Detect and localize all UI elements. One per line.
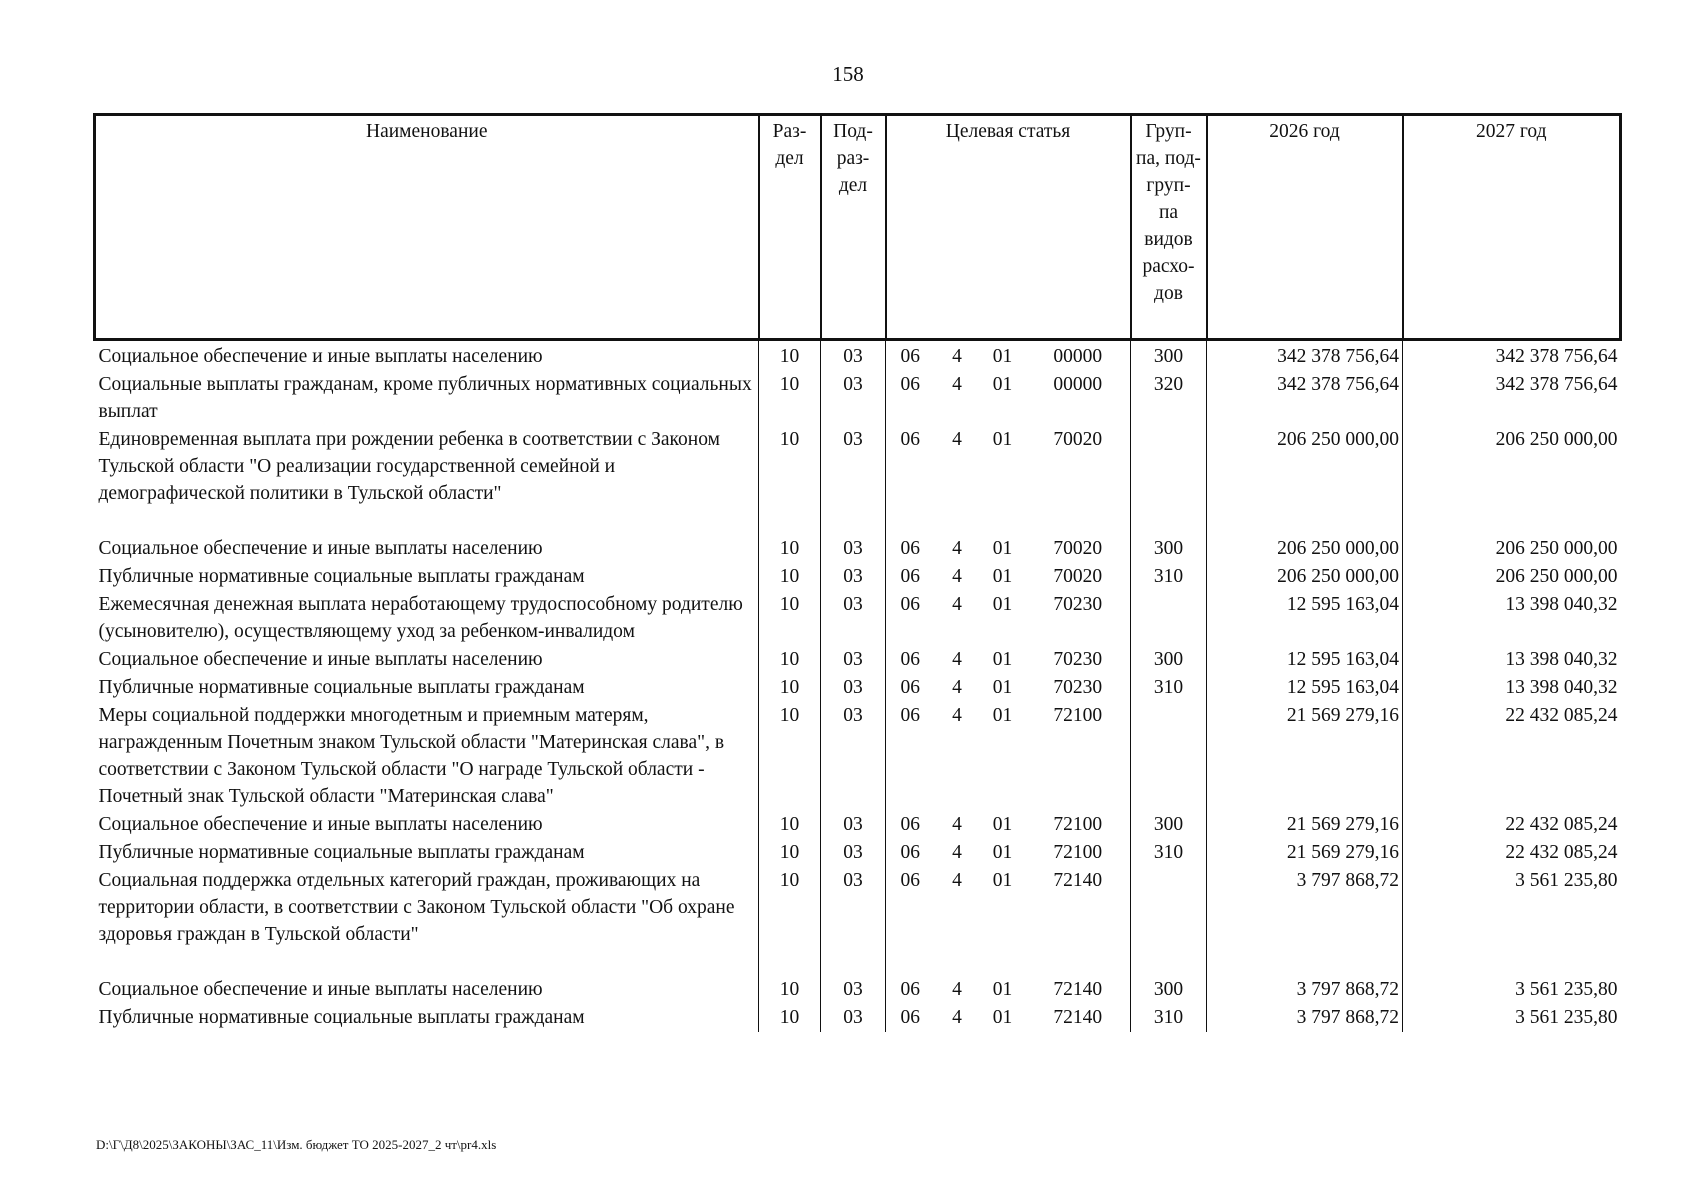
- table-row: [95, 976, 1621, 1004]
- cell-expense-group: [1131, 591, 1207, 646]
- cell-name: Социальное обеспечение и иные выплаты населению: [98, 649, 543, 670]
- cell-target-subprogram: 01: [992, 842, 1013, 863]
- cell-razdel: 10: [759, 811, 821, 839]
- cell-razdel: 10: [759, 591, 821, 646]
- header-group-line: дов: [1154, 283, 1183, 304]
- cell-amount-2026: 206 250 000,00: [1207, 426, 1403, 535]
- cell-amount-2027: 206 250 000,00: [1403, 426, 1621, 535]
- cell-amount-2027: 13 398 040,32: [1403, 646, 1621, 674]
- header-name: Наименование: [95, 115, 759, 340]
- cell-razdel: 10: [759, 646, 821, 674]
- cell-target-direction: 72100: [1053, 814, 1103, 835]
- cell-amount-2026: 21 569 279,16: [1207, 839, 1403, 867]
- cell-target-program: 06: [886, 702, 935, 811]
- cell-podrazdel: 03: [821, 867, 886, 976]
- cell-expense-group: 300: [1131, 811, 1207, 839]
- budget-table: [93, 113, 1622, 1032]
- cell-target-program: 06: [886, 811, 935, 839]
- cell-razdel: 10: [759, 674, 821, 702]
- table-row: [95, 426, 1621, 535]
- cell-razdel: 10: [759, 426, 821, 535]
- table-row: [95, 340, 1621, 372]
- header-group-line: па, под-: [1136, 148, 1201, 169]
- cell-expense-group: 320: [1131, 371, 1207, 426]
- cell-target-direction: 72140: [1053, 979, 1103, 1000]
- cell-target-type: 4: [952, 374, 962, 395]
- cell-expense-group: 300: [1131, 535, 1207, 563]
- cell-podrazdel: 03: [821, 674, 886, 702]
- table-row: [95, 674, 1621, 702]
- cell-amount-2027: 13 398 040,32: [1403, 674, 1621, 702]
- cell-expense-group: [1131, 867, 1207, 976]
- cell-podrazdel: 03: [821, 811, 886, 839]
- cell-target-subprogram: 01: [992, 705, 1013, 726]
- header-group-line: груп-: [1146, 175, 1191, 196]
- page-number: 158: [832, 62, 864, 86]
- cell-razdel: 10: [759, 1004, 821, 1032]
- header-year-2027: 2027 год: [1403, 115, 1621, 340]
- cell-target-program: 06: [886, 867, 935, 976]
- cell-amount-2026: 342 378 756,64: [1207, 340, 1403, 372]
- table-row: [95, 1004, 1621, 1032]
- table-row: [95, 867, 1621, 976]
- cell-target-type: 4: [952, 870, 962, 891]
- header-group: [1131, 115, 1207, 340]
- header-podrazdel-line: Под-: [833, 121, 873, 142]
- cell-amount-2026: 206 250 000,00: [1207, 563, 1403, 591]
- cell-target-type: 4: [952, 677, 962, 698]
- cell-amount-2026: 342 378 756,64: [1207, 371, 1403, 426]
- cell-amount-2027: 22 432 085,24: [1403, 702, 1621, 811]
- cell-amount-2026: 12 595 163,04: [1207, 591, 1403, 646]
- cell-name: Единовременная выплата при рождении ребенка в соответствии с Законом Тульской области "О реализации государственной семейной и демографической политики в Тульской области": [98, 429, 720, 504]
- cell-target-subprogram: 01: [992, 594, 1013, 615]
- header-razdel-line: Раз-: [772, 121, 807, 142]
- cell-name: Социальное обеспечение и иные выплаты населению: [98, 979, 543, 1000]
- table-body: [95, 340, 1621, 1033]
- cell-target-program: 06: [886, 535, 935, 563]
- header-razdel: [759, 115, 821, 340]
- cell-amount-2027: 3 561 235,80: [1403, 1004, 1621, 1032]
- cell-name: Ежемесячная денежная выплата неработающему трудоспособному родителю (усыновителю), осуществляющему уход за ребенком-инвалидом: [98, 594, 743, 642]
- cell-amount-2026: 21 569 279,16: [1207, 811, 1403, 839]
- cell-target-direction: 72140: [1053, 870, 1103, 891]
- cell-podrazdel: 03: [821, 340, 886, 372]
- cell-podrazdel: 03: [821, 591, 886, 646]
- cell-target-program: 06: [886, 976, 935, 1004]
- footer-file-path: D:\Г\Д8\2025\ЗАКОНЫ\ЗАС_11\Изм. бюджет ТО 2025-2027_2 чт\pr4.xls: [96, 1137, 497, 1152]
- cell-razdel: 10: [759, 839, 821, 867]
- table-row: [95, 702, 1621, 811]
- cell-target-subprogram: 01: [992, 538, 1013, 559]
- cell-target-type: 4: [952, 346, 962, 367]
- cell-name: Публичные нормативные социальные выплаты гражданам: [98, 677, 585, 698]
- cell-expense-group: [1131, 426, 1207, 535]
- cell-target-program: 06: [886, 340, 935, 372]
- cell-expense-group: 300: [1131, 340, 1207, 372]
- cell-target-subprogram: 01: [992, 649, 1013, 670]
- cell-amount-2027: 206 250 000,00: [1403, 563, 1621, 591]
- cell-amount-2026: 12 595 163,04: [1207, 674, 1403, 702]
- header-year-2026: 2026 год: [1207, 115, 1403, 340]
- header-group-line: па: [1158, 202, 1179, 223]
- cell-target-subprogram: 01: [992, 346, 1013, 367]
- cell-amount-2026: 3 797 868,72: [1207, 1004, 1403, 1032]
- table-row: [95, 563, 1621, 591]
- cell-target-type: 4: [952, 594, 962, 615]
- cell-target-program: 06: [886, 674, 935, 702]
- cell-name: Социальные выплаты гражданам, кроме публичных нормативных социальных выплат: [98, 374, 752, 422]
- cell-name: Меры социальной поддержки многодетным и приемным матерям, награжденным Почетным знаком Тульской области "Материнская слава", в соответствии с Законом Тульской области "О награде Тульской области - Почетный знак Тульской области "Материнская слава": [98, 705, 725, 807]
- cell-target-type: 4: [952, 649, 962, 670]
- cell-razdel: 10: [759, 340, 821, 372]
- cell-target-type: 4: [952, 814, 962, 835]
- header-target-article: Целевая статья: [886, 115, 1131, 340]
- cell-target-direction: 72140: [1053, 1007, 1103, 1028]
- cell-amount-2026: 206 250 000,00: [1207, 535, 1403, 563]
- header-group-line: видов: [1144, 229, 1193, 250]
- cell-podrazdel: 03: [821, 976, 886, 1004]
- cell-expense-group: 310: [1131, 674, 1207, 702]
- cell-expense-group: 310: [1131, 563, 1207, 591]
- cell-podrazdel: 03: [821, 839, 886, 867]
- table-row: [95, 646, 1621, 674]
- cell-amount-2027: 342 378 756,64: [1403, 371, 1621, 426]
- cell-target-subprogram: 01: [992, 870, 1013, 891]
- cell-razdel: 10: [759, 867, 821, 976]
- cell-target-type: 4: [952, 566, 962, 587]
- cell-target-direction: 70020: [1053, 566, 1103, 587]
- header-podrazdel: [821, 115, 886, 340]
- cell-podrazdel: 03: [821, 371, 886, 426]
- cell-amount-2027: 3 561 235,80: [1403, 976, 1621, 1004]
- cell-target-direction: 00000: [1053, 374, 1103, 395]
- cell-name: Публичные нормативные социальные выплаты гражданам: [98, 566, 585, 587]
- cell-name: Социальное обеспечение и иные выплаты населению: [98, 814, 543, 835]
- cell-target-direction: 70020: [1053, 538, 1103, 559]
- cell-target-direction: 72100: [1053, 842, 1103, 863]
- cell-target-program: 06: [886, 371, 935, 426]
- cell-razdel: 10: [759, 371, 821, 426]
- cell-expense-group: 300: [1131, 976, 1207, 1004]
- cell-amount-2026: 3 797 868,72: [1207, 867, 1403, 976]
- cell-target-type: 4: [952, 979, 962, 1000]
- cell-amount-2027: 22 432 085,24: [1403, 811, 1621, 839]
- table-row: [95, 839, 1621, 867]
- cell-podrazdel: 03: [821, 563, 886, 591]
- cell-target-subprogram: 01: [992, 979, 1013, 1000]
- table-header-row: [95, 115, 1621, 340]
- cell-amount-2027: 342 378 756,64: [1403, 340, 1621, 372]
- cell-target-direction: 72100: [1053, 705, 1103, 726]
- cell-target-program: 06: [886, 426, 935, 535]
- table-row: [95, 371, 1621, 426]
- cell-target-type: 4: [952, 842, 962, 863]
- header-group-line: расхо-: [1142, 256, 1195, 277]
- cell-target-type: 4: [952, 429, 962, 450]
- cell-target-program: 06: [886, 1004, 935, 1032]
- cell-amount-2027: 22 432 085,24: [1403, 839, 1621, 867]
- header-podrazdel-line: раз-: [836, 148, 870, 169]
- cell-target-program: 06: [886, 591, 935, 646]
- cell-target-type: 4: [952, 1007, 962, 1028]
- cell-target-direction: 70230: [1053, 677, 1103, 698]
- cell-razdel: 10: [759, 976, 821, 1004]
- cell-podrazdel: 03: [821, 426, 886, 535]
- cell-name: Социальное обеспечение и иные выплаты населению: [98, 346, 543, 367]
- cell-amount-2026: 21 569 279,16: [1207, 702, 1403, 811]
- cell-target-subprogram: 01: [992, 566, 1013, 587]
- cell-target-program: 06: [886, 563, 935, 591]
- cell-expense-group: 310: [1131, 839, 1207, 867]
- header-razdel-line: дел: [775, 148, 804, 169]
- table-row: [95, 811, 1621, 839]
- cell-target-subprogram: 01: [992, 814, 1013, 835]
- cell-name: Публичные нормативные социальные выплаты гражданам: [98, 842, 585, 863]
- cell-podrazdel: 03: [821, 646, 886, 674]
- cell-target-subprogram: 01: [992, 1007, 1013, 1028]
- cell-target-type: 4: [952, 538, 962, 559]
- cell-target-program: 06: [886, 646, 935, 674]
- cell-target-direction: 70230: [1053, 594, 1103, 615]
- cell-target-subprogram: 01: [992, 429, 1013, 450]
- cell-amount-2026: 12 595 163,04: [1207, 646, 1403, 674]
- cell-amount-2027: 3 561 235,80: [1403, 867, 1621, 976]
- cell-target-direction: 70020: [1053, 429, 1103, 450]
- cell-amount-2026: 3 797 868,72: [1207, 976, 1403, 1004]
- table-row: [95, 535, 1621, 563]
- cell-target-direction: 70230: [1053, 649, 1103, 670]
- cell-name: Публичные нормативные социальные выплаты гражданам: [98, 1007, 585, 1028]
- cell-razdel: 10: [759, 563, 821, 591]
- cell-podrazdel: 03: [821, 535, 886, 563]
- cell-name: Социальное обеспечение и иные выплаты населению: [98, 538, 543, 559]
- cell-name: Социальная поддержка отдельных категорий граждан, проживающих на территории области, в соответствии с Законом Тульской области "Об охране здоровья граждан в Тульской области": [98, 870, 735, 945]
- cell-target-type: 4: [952, 705, 962, 726]
- cell-target-program: 06: [886, 839, 935, 867]
- cell-expense-group: 300: [1131, 646, 1207, 674]
- header-podrazdel-line: дел: [838, 175, 868, 196]
- header-group-line: Груп-: [1145, 121, 1192, 142]
- cell-expense-group: [1131, 702, 1207, 811]
- cell-amount-2027: 13 398 040,32: [1403, 591, 1621, 646]
- cell-amount-2027: 206 250 000,00: [1403, 535, 1621, 563]
- cell-razdel: 10: [759, 535, 821, 563]
- table-row: [95, 591, 1621, 646]
- cell-target-direction: 00000: [1053, 346, 1103, 367]
- cell-target-subprogram: 01: [992, 374, 1013, 395]
- cell-podrazdel: 03: [821, 702, 886, 811]
- cell-razdel: 10: [759, 702, 821, 811]
- cell-podrazdel: 03: [821, 1004, 886, 1032]
- cell-expense-group: 310: [1131, 1004, 1207, 1032]
- cell-target-subprogram: 01: [992, 677, 1013, 698]
